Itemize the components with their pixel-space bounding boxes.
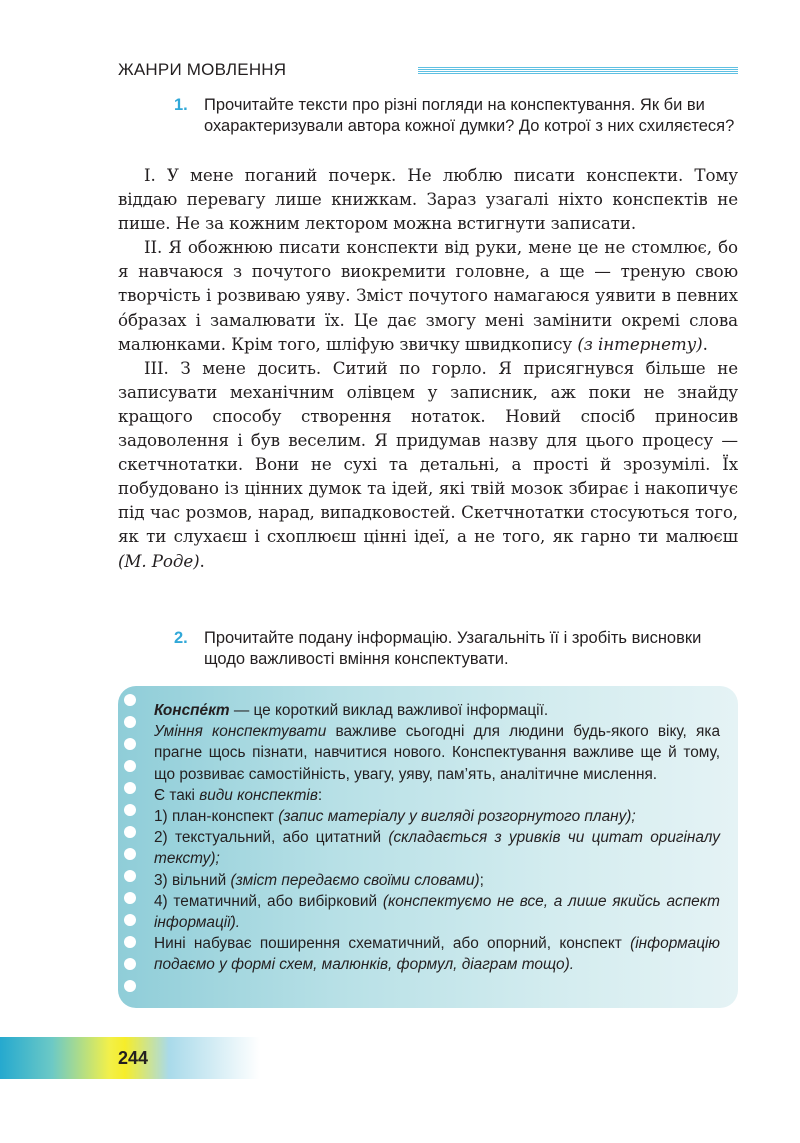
info-box [118,686,738,1008]
type-2-note: (складається з уривків чи цитат оригіналу тексту); [154,829,720,868]
types-term: види конспектів [199,786,318,804]
opinion-3 [118,356,738,573]
types-intro [154,785,720,806]
type-3 [154,870,720,891]
binder-ring [124,716,136,728]
type-1 [154,806,720,827]
binder-ring [124,694,136,706]
type-2 [154,827,720,869]
task-text: Прочитайте тексти про різні погляди на конспектування. Як би ви охарактеризували автора кожної думки? До котрої з них схиляєтеся? [204,96,735,135]
task-number: 2. [174,629,188,647]
types-intro-text: Є такі [154,786,200,804]
task-text: Прочитайте подану інформацію. Узагальніть її і зробіть висновки щодо важливості вміння конспектувати. [204,629,702,668]
info-content [154,700,720,976]
final-italic: (інформацію подаємо у формі схем, малюнків, формул, діаграм тощо). [154,935,720,974]
type-3-end: ; [479,871,484,889]
term: Конспе́кт [154,702,230,719]
opinion-3-source: (М. Роде) [118,550,200,571]
binder-ring [124,870,136,882]
binder-ring [124,848,136,860]
page-number: 244 [118,1048,149,1068]
header-rule [418,67,738,74]
types-colon: : [317,786,323,804]
opinion-3-end: . [199,550,205,571]
opinion-2-end: . [702,333,708,354]
opinion-2-source: (з інтернету) [577,333,703,354]
binder-ring [124,958,136,970]
task-number: 1. [174,96,188,114]
opinion-2 [118,235,738,355]
type-4-note: (конспектуємо не все, а лише якийсь аспект інформації). [154,892,720,932]
binder-ring [124,980,136,992]
running-header [118,58,738,82]
final-note [154,933,720,975]
opinion-texts [118,163,738,573]
chapter-title: ЖАНРИ МОВЛЕННЯ [118,60,287,79]
binder-ring [124,826,136,838]
skill-paragraph [154,721,720,785]
binder-ring [124,760,136,772]
binder-ring [124,738,136,750]
type-3-name: 3) вільний [154,871,231,889]
opinion-1: І. У мене поганий почерк. Не люблю писати конспекти. Тому віддаю перевагу лише книжкам. Зараз узагалі ніхто конспектів не пише. Не за кожним лектором можна встигнути записати. [118,165,738,234]
binder-ring [124,892,136,904]
skill-text: важливе сьогодні для людини будь-якого віку, яка прагне щось пізнати, навчитися нового. Конспектування важливе ще й тому, що розвиває самостійність, увагу, уяву, пам’ять, аналітичне мислення. [154,723,720,783]
type-4 [154,891,720,933]
task-2 [174,628,740,670]
binder-ring [124,914,136,926]
final-text: Нині набуває поширення схематичний, або опорний, конспект [154,935,631,953]
opinion-3-text: ІІІ. З мене досить. Ситий по горло. Я присягнувся більше не записувати механічним олівцем у записник, аж поки не знайду кращого способу створення нотаток. Новий спосіб приносив задоволення і був веселим. Я придумав назву для цього процесу — скетчнотатки. Вони не сухі та детальні, а прості й зрозумілі. Їх побудовано із цінних думок та ідей, які твій мозок збирає і накопичує під час розмов, нарад, випадковостей. Скетчнотатки стосуються того, як ти слухаєш і схоплюєш цінні ідеї, а не того, як гарно ти малюєш [118,357,738,547]
binder-ring [124,804,136,816]
type-1-name: 1) план-конспект [154,808,279,826]
type-4-name: 4) тематичний, або вибірковий [154,892,383,910]
type-2-name: 2) текстуальний, або цитатний [154,829,389,847]
term-definition: — це короткий виклад важливої інформації. [229,702,549,719]
opinion-2-text: ІІ. Я обожнюю писати конспекти від руки, мене це не стомлює, бо я навчаюся з почутого виокремити головне, а ще — треную свою творчість і розвиваю уяву. Зміст почутого намагаюся уявити в певних о́бразах і замалювати їх. Це дає змогу мені замінити окремі слова малюнками. Крім того, шліфую звичку швидкопису [118,237,738,354]
type-3-note: (зміст передаємо своїми словами) [230,871,480,889]
task-1 [174,95,740,137]
definition [154,700,720,721]
type-1-note: (запис матеріалу у вигляді розгорнутого плану); [278,808,636,826]
binder-ring [124,936,136,948]
binder-ring [124,782,136,794]
skill-term: Уміння конспектувати [154,723,327,741]
